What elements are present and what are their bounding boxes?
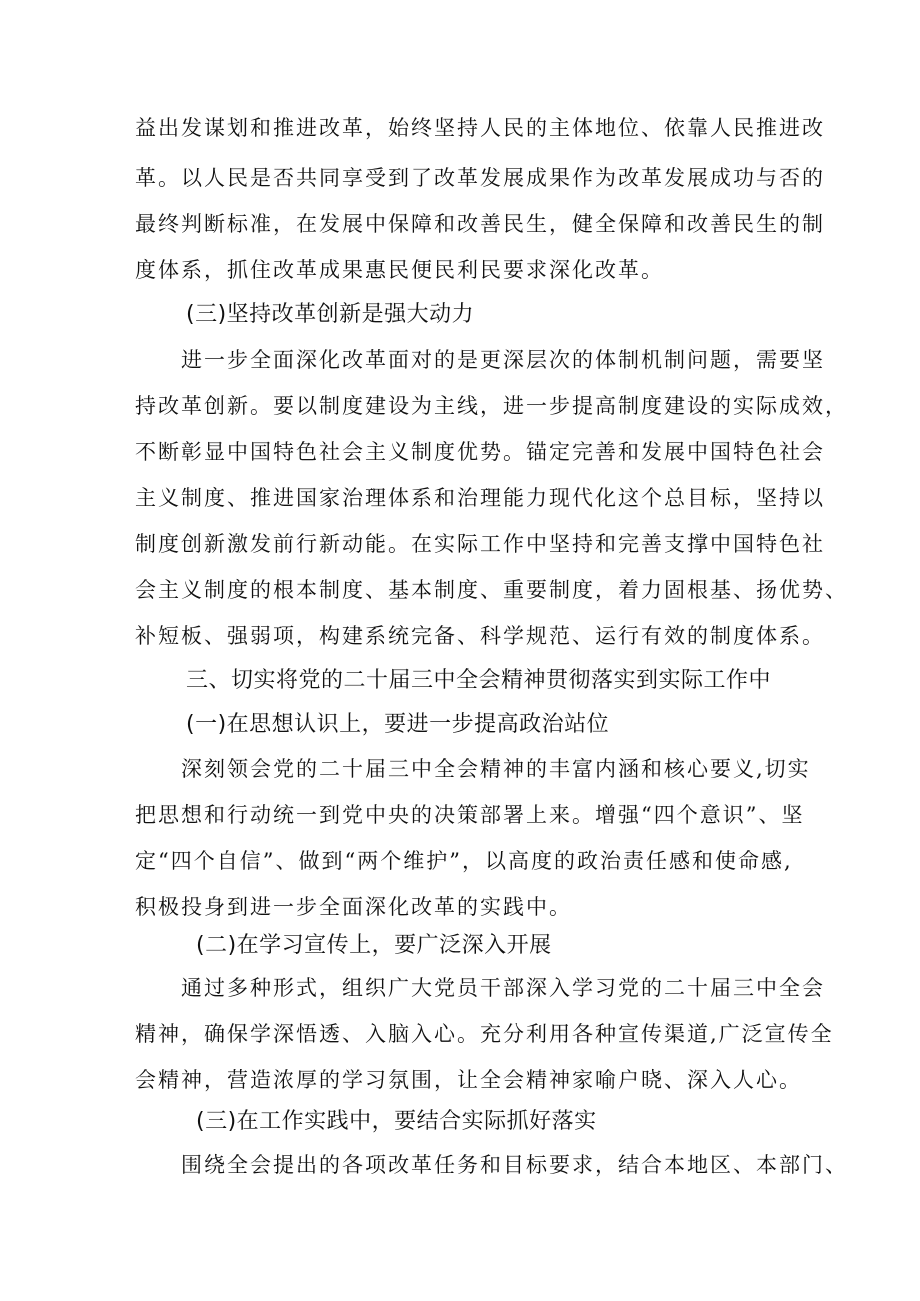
text-line: 制度创新激发前行新动能。在实际工作中坚持和完善支撑中国特色社 (135, 532, 825, 556)
text-line: 通过多种形式，组织广大党员干部深入学习党的二十届三中全会 (181, 976, 825, 1000)
section-heading: 三、切实将党的二十届三中全会精神贯彻落实到实际工作中 (186, 668, 772, 693)
text-line: 益出发谋划和推进改革，始终坚持人民的主体地位、依靠人民推进改 (135, 116, 825, 140)
text-line: 持改革创新。要以制度建设为主线，进一步提高制度建设的实际成效， (135, 394, 848, 418)
text-line: 最终判断标准，在发展中保障和改善民生，健全保障和改善民生的制 (135, 212, 825, 236)
text-line: 主义制度、推进国家治理体系和治理能力现代化这个总目标，坚持以 (135, 486, 825, 510)
text-line: 不断彰显中国特色社会主义制度优势。锚定完善和发展中国特色社会 (135, 440, 825, 464)
text-line: 围绕全会提出的各项改革任务和目标要求，结合本地区、本部门、 (181, 1153, 848, 1177)
text-line: 会精神，营造浓厚的学习氛围，让全会精神家喻户晓、深入人心。 (135, 1068, 802, 1092)
subsection-heading: (一)在思想认识上，要进一步提高政治站位 (186, 712, 610, 737)
text-line: 进一步全面深化改革面对的是更深层次的体制机制问题，需要坚 (181, 348, 825, 372)
text-line: 补短板、强弱项，构建系统完备、科学规范、运行有效的制度体系。 (135, 624, 825, 648)
text-line: 定“四个自信”、做到“两个维护”，以高度的政治责任感和使命感, (135, 849, 793, 873)
text-line: 深刻领会党的二十届三中全会精神的丰富内涵和核心要义,切实 (181, 757, 811, 781)
subsection-heading: (二)在学习宣传上，要广泛深入开展 (196, 933, 552, 958)
text-line: 精神，确保学深悟透、入脑入心。充分利用各种宣传渠道,广泛宣传全 (135, 1022, 834, 1046)
text-line: 会主义制度的根本制度、基本制度、重要制度，着力固根基、扬优势、 (135, 578, 848, 602)
text-line: 积极投身到进一步全面深化改革的实践中。 (135, 895, 572, 919)
text-line: 把思想和行动统一到党中央的决策部署上来。增强“四个意识”、坚 (135, 803, 805, 827)
text-line: 度体系，抓住改革成果惠民便民利民要求深化改革。 (135, 258, 664, 282)
subsection-heading: (三)坚持改革创新是强大动力 (186, 302, 475, 327)
text-line: 革。以人民是否共同享受到了改革发展成果作为改革发展成功与否的 (135, 166, 825, 190)
subsection-heading: (三)在工作实践中，要结合实际抓好落实 (196, 1109, 597, 1134)
